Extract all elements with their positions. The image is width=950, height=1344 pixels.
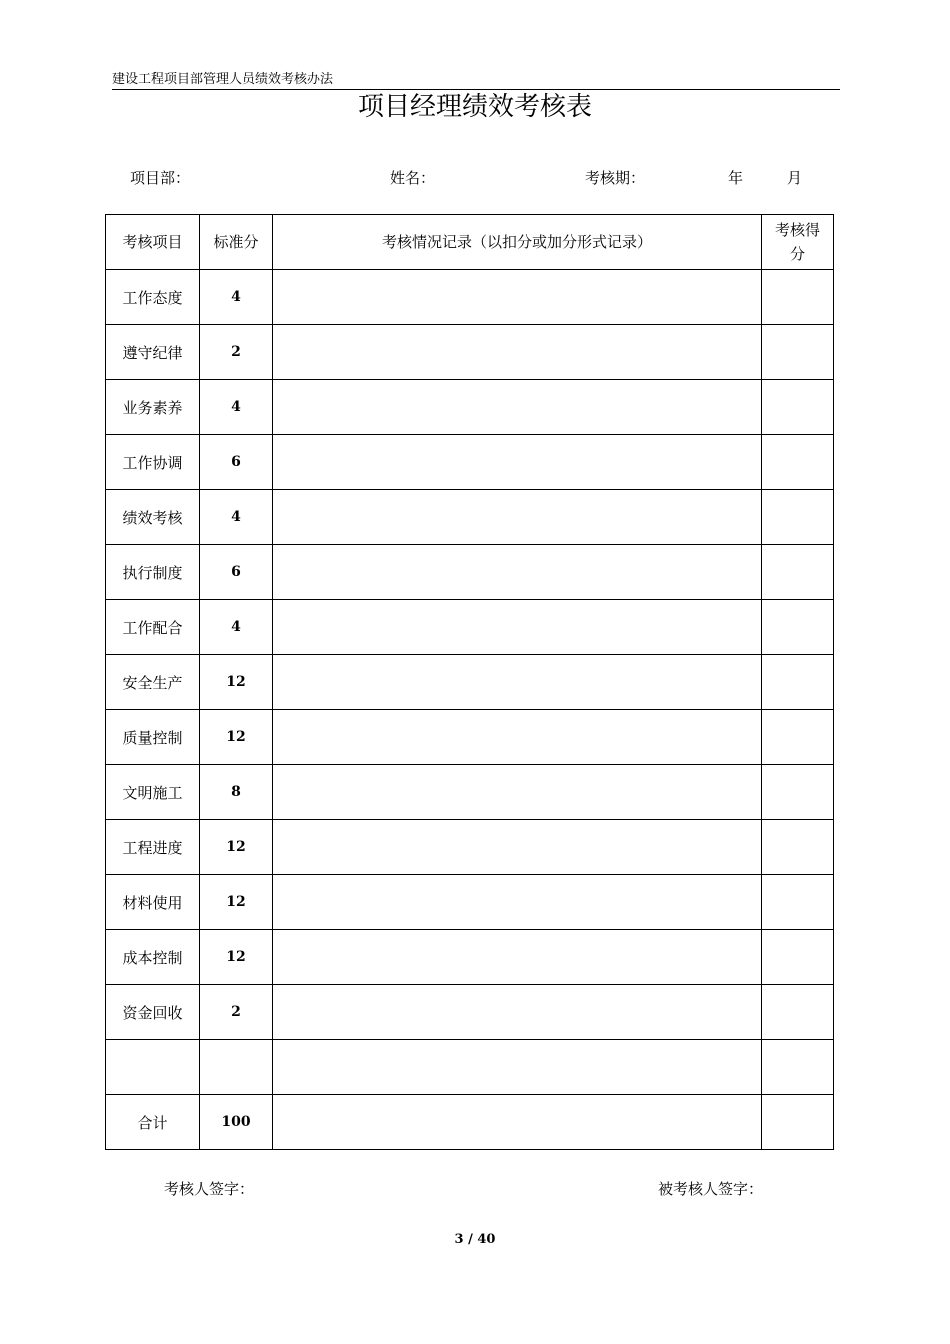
item-cell: 质量控制 (106, 710, 200, 765)
item-cell: 合计 (106, 1095, 200, 1150)
standard-score-cell: 2 (200, 325, 273, 380)
score-cell[interactable] (762, 380, 834, 435)
table-row (106, 1040, 834, 1095)
score-cell[interactable] (762, 490, 834, 545)
page-number: 3 / 40 (454, 1232, 496, 1247)
record-cell[interactable] (273, 820, 762, 875)
item-cell: 绩效考核 (106, 490, 200, 545)
standard-score-cell (200, 1040, 273, 1095)
column-header-score (762, 215, 834, 270)
table-row (106, 490, 834, 545)
standard-score-cell: 4 (200, 490, 273, 545)
table-row (106, 820, 834, 875)
record-cell[interactable] (273, 600, 762, 655)
month-label: 月 (787, 169, 803, 187)
total-row (106, 1095, 834, 1150)
score-cell[interactable] (762, 765, 834, 820)
score-cell[interactable] (762, 985, 834, 1040)
standard-score-cell: 12 (200, 820, 273, 875)
standard-score-cell: 12 (200, 655, 273, 710)
score-cell[interactable] (762, 270, 834, 325)
table-row (106, 765, 834, 820)
item-cell (106, 1040, 200, 1095)
score-cell[interactable] (762, 820, 834, 875)
year-label: 年 (728, 169, 744, 187)
assessor-signature-label: 考核人签字： (164, 1180, 255, 1198)
item-cell: 材料使用 (106, 875, 200, 930)
record-cell[interactable] (273, 765, 762, 820)
standard-score-cell: 12 (200, 710, 273, 765)
table-row (106, 380, 834, 435)
item-cell: 业务素养 (106, 380, 200, 435)
table-row (106, 545, 834, 600)
column-header-score-text: 考核得分 (774, 221, 820, 263)
standard-score-cell: 2 (200, 985, 273, 1040)
page-title: 项目经理绩效考核表 (357, 92, 592, 122)
score-cell[interactable] (762, 710, 834, 765)
item-cell: 执行制度 (106, 545, 200, 600)
item-cell: 遵守纪律 (106, 325, 200, 380)
standard-score-cell: 4 (200, 270, 273, 325)
score-cell[interactable] (762, 875, 834, 930)
assessment-table (105, 214, 834, 1150)
column-header-standard-score: 标准分 (200, 215, 273, 270)
item-cell: 文明施工 (106, 765, 200, 820)
table-row (106, 985, 834, 1040)
item-cell: 工作协调 (106, 435, 200, 490)
table-header-row (106, 215, 834, 270)
record-cell[interactable] (273, 875, 762, 930)
table-row (106, 270, 834, 325)
record-cell[interactable] (273, 545, 762, 600)
table-row (106, 930, 834, 985)
column-header-item: 考核项目 (106, 215, 200, 270)
table-row (106, 435, 834, 490)
record-cell[interactable] (273, 1040, 762, 1095)
record-cell[interactable] (273, 270, 762, 325)
item-cell: 资金回收 (106, 985, 200, 1040)
record-cell[interactable] (273, 380, 762, 435)
project-dept-label: 项目部： (130, 169, 191, 187)
item-cell: 工作配合 (106, 600, 200, 655)
table-row (106, 655, 834, 710)
item-cell: 工作态度 (106, 270, 200, 325)
score-cell[interactable] (762, 435, 834, 490)
record-cell[interactable] (273, 435, 762, 490)
record-cell[interactable] (273, 490, 762, 545)
table-row (106, 875, 834, 930)
standard-score-cell: 12 (200, 930, 273, 985)
standard-score-cell: 6 (200, 545, 273, 600)
standard-score-cell: 4 (200, 600, 273, 655)
score-cell[interactable] (762, 930, 834, 985)
record-cell[interactable] (273, 655, 762, 710)
item-cell: 安全生产 (106, 655, 200, 710)
running-header: 建设工程项目部管理人员绩效考核办法 (112, 72, 840, 90)
record-cell[interactable] (273, 710, 762, 765)
table-row (106, 710, 834, 765)
name-label: 姓名： (390, 169, 436, 187)
item-cell: 工程进度 (106, 820, 200, 875)
table-row (106, 600, 834, 655)
score-cell[interactable] (762, 1095, 834, 1150)
table-row (106, 325, 834, 380)
record-cell[interactable] (273, 1095, 762, 1150)
score-cell[interactable] (762, 545, 834, 600)
record-cell[interactable] (273, 985, 762, 1040)
record-cell[interactable] (273, 930, 762, 985)
assessee-signature-label: 被考核人签字： (658, 1180, 764, 1198)
period-label: 考核期： (585, 169, 646, 187)
standard-score-cell: 8 (200, 765, 273, 820)
score-cell[interactable] (762, 1040, 834, 1095)
standard-score-cell: 6 (200, 435, 273, 490)
standard-score-cell: 100 (200, 1095, 273, 1150)
score-cell[interactable] (762, 600, 834, 655)
score-cell[interactable] (762, 655, 834, 710)
score-cell[interactable] (762, 325, 834, 380)
record-cell[interactable] (273, 325, 762, 380)
standard-score-cell: 12 (200, 875, 273, 930)
item-cell: 成本控制 (106, 930, 200, 985)
standard-score-cell: 4 (200, 380, 273, 435)
column-header-record: 考核情况记录（以扣分或加分形式记录） (273, 215, 762, 270)
